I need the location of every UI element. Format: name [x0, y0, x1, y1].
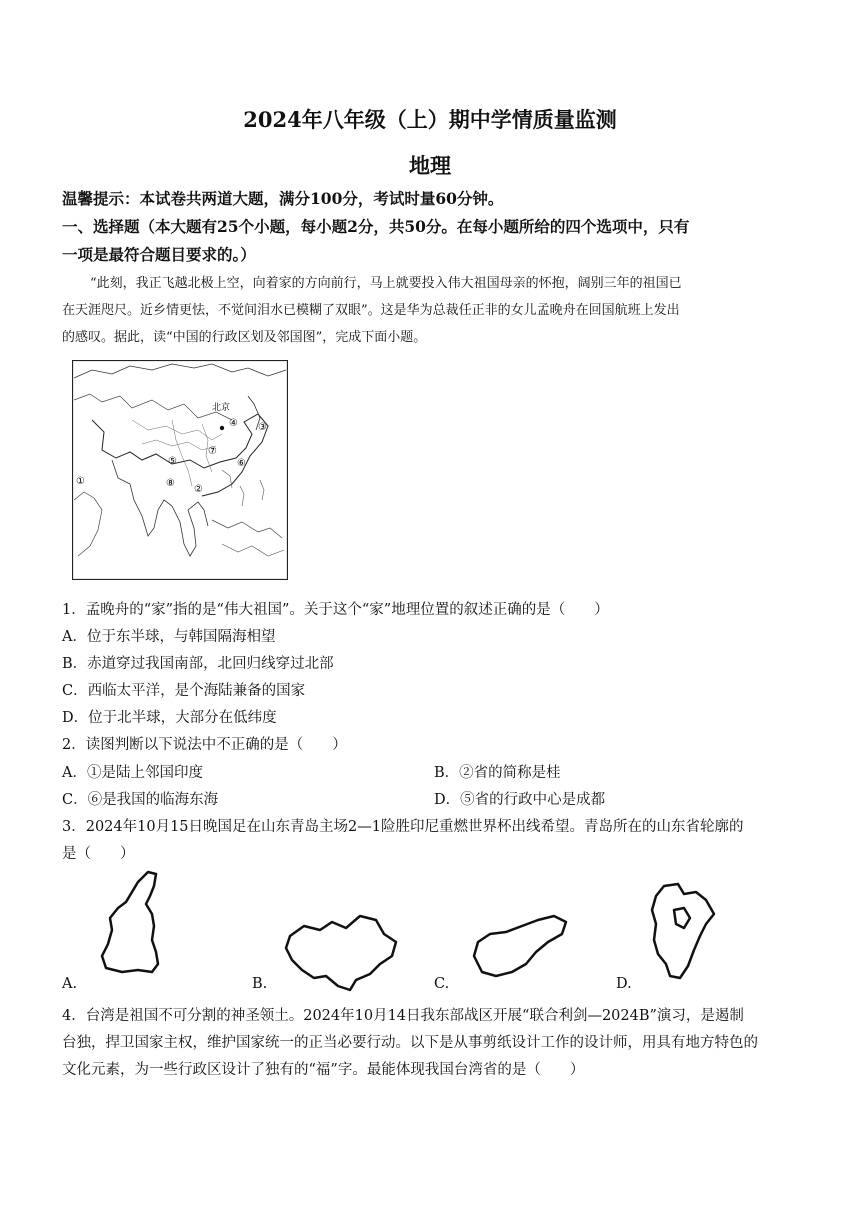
q3-stem-line1: 3．2024年10月15日晚国足在山东青岛主场2—1险胜印尼重燃世界杯出线希望。青岛所在的山东省轮廓的 [62, 819, 744, 835]
q1-option-c: C．西临太平洋，是个海陆兼备的国家 [62, 683, 306, 699]
map-label-7: ⑦ [208, 446, 217, 457]
map-label-6: ⑥ [237, 458, 246, 469]
q3-shape-d [644, 880, 724, 986]
q1-option-b: B．赤道穿过我国南部，北回归线穿过北部 [62, 656, 334, 672]
q3-option-b-label: B. [252, 976, 268, 992]
q3-shape-c [466, 912, 576, 982]
q4-stem-line3: 文化元素，为一些行政区设计了独有的“福”字。最能体现我国台湾省的是（ ） [62, 1062, 585, 1078]
map-label-3: ③ [258, 422, 267, 433]
q3-option-d-label: D. [616, 976, 632, 992]
map-label-5: ⑤ [168, 456, 177, 467]
passage-line3: 的感叹。据此，读“中国的行政区划及邻国图”，完成下面小题。 [62, 330, 427, 345]
q1-option-a: A．位于东半球，与韩国隔海相望 [62, 629, 276, 645]
exam-title: 2024年八年级（上）期中学情质量监测 [243, 107, 617, 132]
map-label-4: ④ [229, 418, 238, 429]
q2-option-b: B．②省的简称是桂 [434, 765, 561, 781]
china-admin-map [72, 360, 288, 580]
q1-option-d: D．位于北半球，大部分在低纬度 [62, 710, 277, 726]
notice-text: 温馨提示：本试卷共两道大题，满分100分，考试时量60分钟。 [62, 189, 504, 208]
passage-line2: 在天涯咫尺。近乡情更怯，不觉间泪水已模糊了双眼”。这是华为总裁任正非的女儿孟晚舟在回国航班上发出 [62, 303, 680, 318]
map-svg [72, 360, 288, 580]
map-label-1: ① [76, 476, 85, 487]
q1-stem: 1．孟晚舟的“家”指的是“伟大祖国”。关于这个“家”地理位置的叙述正确的是（ ） [62, 602, 609, 618]
q3-option-c-label: C. [434, 976, 450, 992]
q2-option-c: C．⑥是我国的临海东海 [62, 792, 219, 808]
section-heading-line2: 一项是最符合题目要求的。） [62, 245, 256, 264]
q3-shape-b [280, 908, 410, 994]
passage-line1: “此刻，我正飞越北极上空，向着家的方向前行，马上就要投入伟大祖国母亲的怀抱，阔别三年的祖国已 [90, 276, 682, 291]
q4-stem-line1: 4．台湾是祖国不可分割的神圣领土。2024年10月14日我东部战区开展“联合利剑—2024B”演习，是遏制 [62, 1008, 744, 1024]
q3-shape-a [98, 868, 168, 978]
q2-option-a: A．①是陆上邻国印度 [62, 765, 203, 781]
q3-option-a-label: A. [62, 976, 78, 992]
q4-stem-line2: 台独，捍卫国家主权，维护国家统一的正当必要行动。以下是从事剪纸设计工作的设计师，用具有地方特色的 [62, 1035, 758, 1051]
section-heading-line1: 一、选择题（本大题有25个小题，每小题2分，共50分。在每小题所给的四个选项中，只有 [62, 217, 690, 236]
map-label-beijing: 北京 [212, 403, 231, 413]
subject-title: 地理 [409, 153, 451, 178]
q2-option-d: D．⑤省的行政中心是成都 [434, 792, 606, 808]
q2-stem: 2．读图判断以下说法中不正确的是（ ） [62, 737, 347, 753]
q3-stem-line2: 是（ ） [62, 846, 135, 862]
map-label-8: ⑧ [166, 478, 175, 489]
map-label-2: ② [194, 484, 203, 495]
